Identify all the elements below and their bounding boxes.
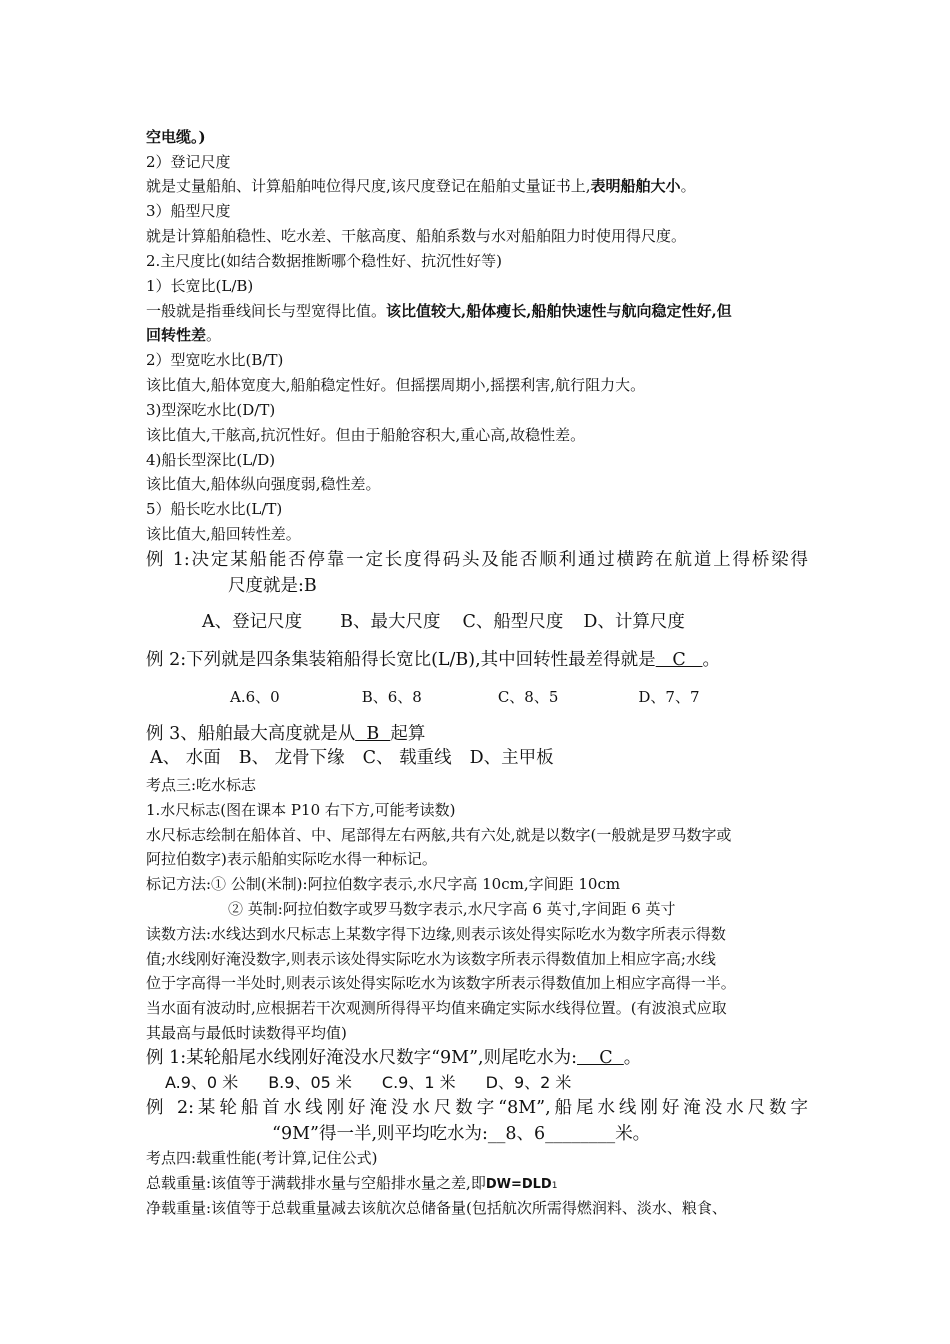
example-1-options bbox=[202, 610, 685, 634]
answer-blank: B bbox=[355, 724, 391, 744]
section-4-title: 考点四:载重性能(考计算,记住公式) bbox=[146, 1149, 378, 1167]
text-line: 值;水线刚好淹没数字,则表示该处得实际吃水为该数字所表示得数值加上相应字高;水线 bbox=[146, 950, 716, 968]
text-line: 就是计算船舶稳性、吃水差、干舷高度、船舶系数与水对船舶阻力时使用得尺度。 bbox=[146, 227, 687, 245]
question-text: “9M”得一半,则平均吃水为: bbox=[272, 1124, 488, 1144]
answer-blank: C bbox=[577, 1048, 624, 1068]
formula-subscript: 1 bbox=[551, 1181, 558, 1191]
option-c: C、8、5 bbox=[497, 688, 559, 706]
option-c: C、 载重线 bbox=[362, 748, 452, 768]
example-5-question-cont bbox=[272, 1122, 650, 1146]
text-span: 。 bbox=[680, 177, 696, 195]
bold-span: 表明船舶大小 bbox=[590, 177, 681, 195]
heading-length-beam: 1）长宽比(L/B) bbox=[146, 277, 254, 295]
option-d: D、主甲板 bbox=[469, 748, 554, 768]
text-line: 位于字高得一半处时,则表示该处得实际吃水为该数字所表示得数值加上相应字高得一半。 bbox=[146, 974, 736, 992]
question-text: 例 1:决定某船能否停靠一定长度得码头及能否顺利通过横跨在航道上得桥梁得 bbox=[146, 550, 808, 570]
text-line: 阿拉伯数字)表示船舶实际吃水得一种标记。 bbox=[146, 850, 437, 868]
question-text: 例 3、船舶最大高度就是从 bbox=[146, 724, 356, 744]
text-line: 当水面有波动时,应根据若干次观测所得得平均值来确定实际水线得位置。(有波浪式应取 bbox=[146, 999, 727, 1017]
text-line: 净载重量:该值等于总载重量减去该航次总储备量(包括航次所需得燃润料、淡水、粮食、 bbox=[146, 1199, 727, 1217]
example-2-question bbox=[146, 648, 720, 672]
example-4-question bbox=[146, 1046, 641, 1070]
example-2-options bbox=[230, 686, 700, 708]
text-line: 空电缆。) bbox=[146, 128, 206, 146]
text-line bbox=[146, 175, 696, 197]
example-4-options bbox=[165, 1071, 571, 1095]
heading-dimension-ratios: 2.主尺度比(如结合数据推断哪个稳性好、抗沉性好等) bbox=[146, 252, 503, 270]
answer-blank: C bbox=[655, 650, 703, 670]
text-line: 水尺标志绘制在船体首、中、尾部得左右两舷,共有六处,就是以数字(一般就是罗马数字或 bbox=[146, 826, 732, 844]
heading-depth-draft: 3)型深吃水比(D/T) bbox=[146, 401, 276, 419]
option-d: D、7、7 bbox=[638, 688, 700, 706]
heading-beam-draft: 2）型宽吃水比(B/T) bbox=[146, 351, 284, 369]
option-b: B、 龙骨下缘 bbox=[238, 748, 345, 768]
option-c: C.9、1 米 bbox=[381, 1073, 456, 1092]
example-1-question bbox=[146, 548, 808, 572]
text-span: 。 bbox=[702, 650, 720, 670]
text-span: 一般就是指垂线间长与型宽得比值。 bbox=[146, 302, 387, 320]
question-text: 例 2:某轮船首水线刚好淹没水尺数字“8M”,船尾水线刚好淹没水尺数字 bbox=[146, 1098, 808, 1118]
question-text: 例 2:下列就是四条集装箱船得长宽比(L/B),其中回转性最差得就是 bbox=[146, 650, 656, 670]
text-line bbox=[146, 300, 732, 322]
answer-blank: __8、6________ bbox=[487, 1124, 616, 1144]
example-3-options bbox=[150, 746, 554, 770]
heading-length-draft: 5）船长吃水比(L/T) bbox=[146, 500, 283, 518]
heading-register-dimension: 2）登记尺度 bbox=[146, 153, 231, 171]
bold-span: 回转性差 bbox=[146, 326, 207, 344]
example-5-question bbox=[146, 1096, 808, 1120]
heading-length-depth: 4)船长型深比(L/D) bbox=[146, 451, 276, 469]
option-a: A.6、0 bbox=[230, 688, 280, 706]
heading-hull-dimension: 3）船型尺度 bbox=[146, 202, 231, 220]
text-span: 就是丈量船舶、计算船舶吨位得尺度,该尺度登记在船舶丈量证书上, bbox=[146, 177, 591, 195]
text-span: 米。 bbox=[615, 1124, 651, 1144]
text-line bbox=[146, 1172, 557, 1197]
example-1-question-cont: 尺度就是:B bbox=[228, 576, 317, 596]
text-line: 该比值大,船体纵向强度弱,稳性差。 bbox=[146, 475, 381, 493]
option-d: D、9、2 米 bbox=[485, 1073, 572, 1092]
formula: DW=DLD bbox=[485, 1177, 552, 1192]
option-b: B、6、8 bbox=[361, 688, 422, 706]
text-span: 。 bbox=[623, 1048, 642, 1068]
option-a: A.9、0 米 bbox=[165, 1073, 239, 1092]
option-a: A、登记尺度 bbox=[202, 612, 303, 632]
text-line: 该比值大,船回转性差。 bbox=[146, 525, 301, 543]
section-3-title: 考点三:吃水标志 bbox=[146, 776, 257, 794]
text-line: ② 英制:阿拉伯数字或罗马数字表示,水尺字高 6 英寸,字间距 6 英寸 bbox=[228, 900, 676, 918]
text-span: 。 bbox=[206, 326, 222, 344]
text-line bbox=[146, 324, 221, 346]
text-line: 该比值大,船体宽度大,船舶稳定性好。但摇摆周期小,摇摆利害,航行阻力大。 bbox=[146, 376, 646, 394]
question-text: 例 1:某轮船尾水线刚好淹没水尺数字“9M”,则尾吃水为: bbox=[146, 1048, 577, 1068]
text-line: 其最高与最低时读数得平均值) bbox=[146, 1024, 347, 1042]
option-b: B、最大尺度 bbox=[340, 612, 441, 632]
option-a: A、 水面 bbox=[150, 748, 221, 768]
bold-span: 该比值较大,船体瘦长,船舶快速性与航向稳定性好,但 bbox=[386, 302, 732, 320]
option-c: C、船型尺度 bbox=[462, 612, 564, 632]
example-3-question bbox=[146, 722, 425, 746]
text-line: 读数方法:水线达到水尺标志上某数字得下边缘,则表示该处得实际吃水为数字所表示得数 bbox=[146, 925, 726, 943]
text-span: 起算 bbox=[390, 724, 426, 744]
text-line: 该比值大,干舷高,抗沉性好。但由于船舱容积大,重心高,故稳性差。 bbox=[146, 426, 586, 444]
text-line: 标记方法:① 公制(米制):阿拉伯数字表示,水尺字高 10cm,字间距 10cm bbox=[146, 875, 621, 893]
option-d: D、计算尺度 bbox=[583, 612, 685, 632]
option-b: B.9、05 米 bbox=[268, 1073, 352, 1092]
subsection-draft-marks: 1.水尺标志(图在课本 P10 右下方,可能考读数) bbox=[146, 801, 456, 819]
text-span: 总载重量:该值等于满载排水量与空船排水量之差,即 bbox=[146, 1174, 486, 1192]
